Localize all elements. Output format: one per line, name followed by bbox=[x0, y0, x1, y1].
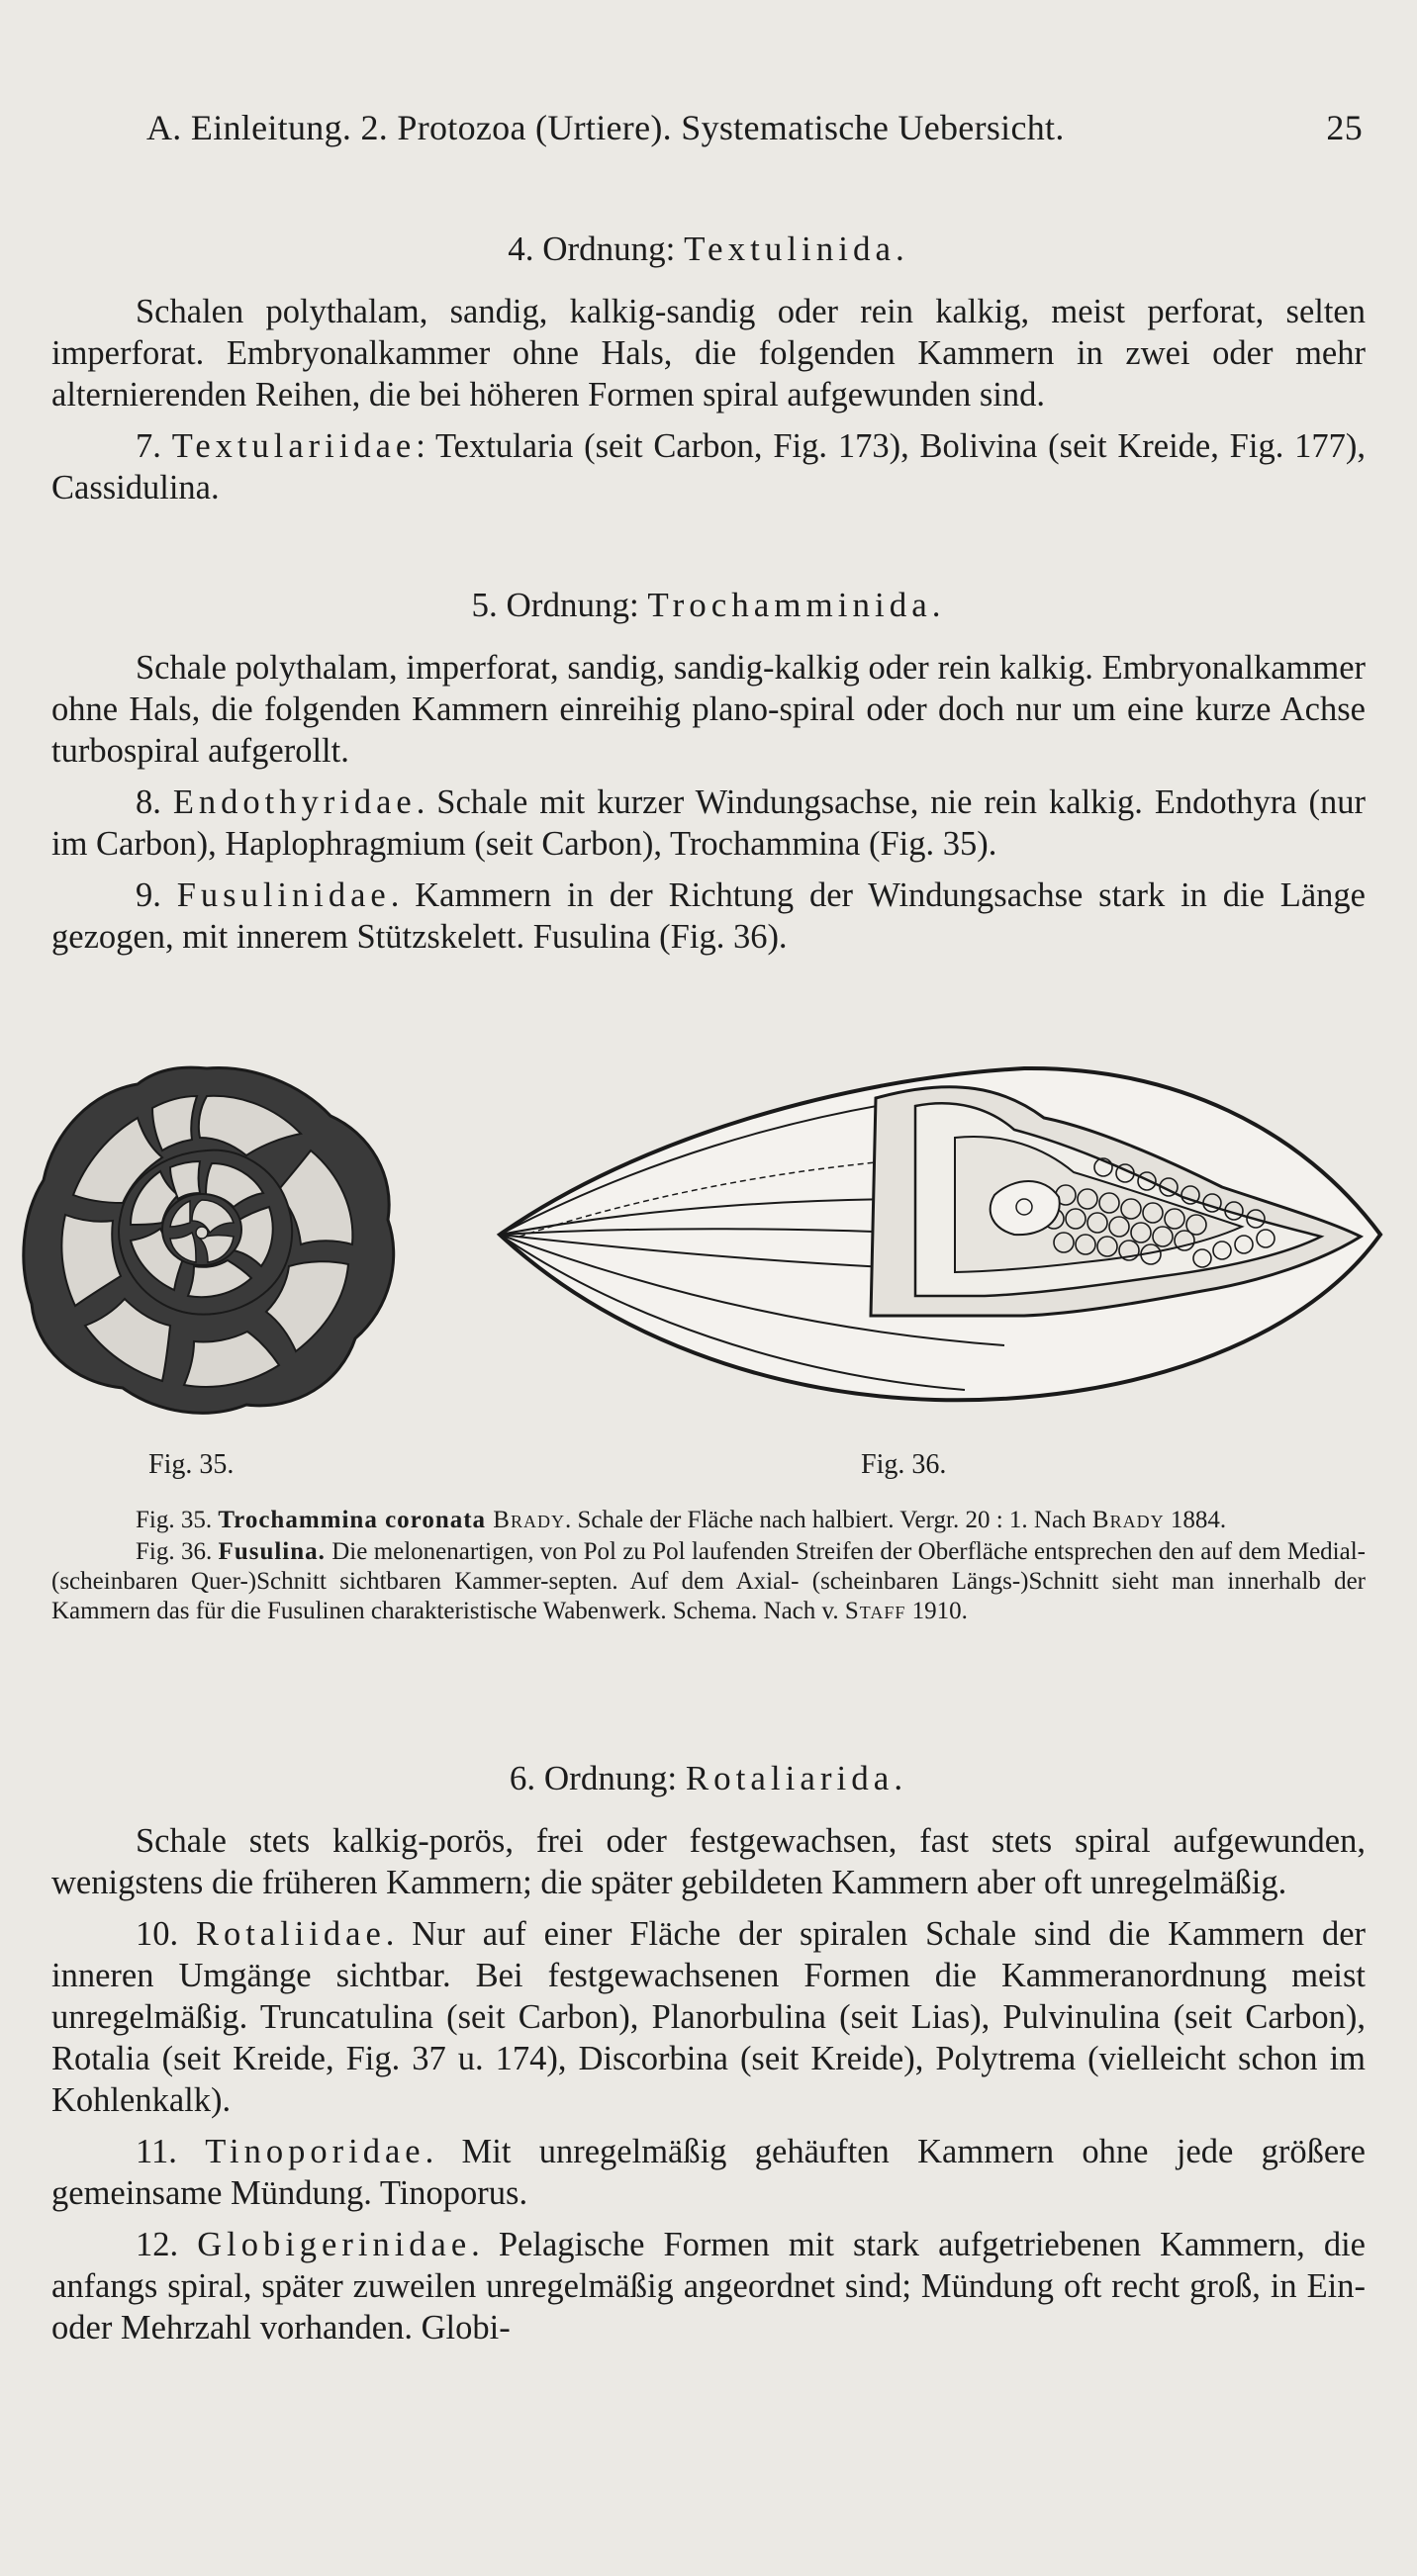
page-number: 25 bbox=[1326, 108, 1363, 147]
paragraph: Schale stets kalkig-porös, frei oder festgewachsen, fast stets spiral aufgewunden, wenigstens die früheren Kammern; die später gebildeten Kammern aber oft unregelmäßig. bbox=[51, 1822, 1366, 1901]
family-paragraph: 10. Rotaliidae. Nur auf einer Fläche der spiralen Schale sind die Kammern der inneren Umgänge sichtbar. Bei festgewachsenen Formen die Kammeranordnung meist unregelmäßig. Truncatulina (seit Carbon), Planorbulina (seit Lias), Pulvinulina (seit Carbon), Rotalia (seit Kreide, Fig. 37 u. 174), Discorbina (seit Kreide), Polytrema (vielleicht schon im Kohlenkalk). bbox=[51, 1915, 1367, 2119]
family-paragraph: 7. Textulariidae: Textularia (seit Carbon, Fig. 173), Bolivina (seit Kreide, Fig. 177), Cassidulina. bbox=[51, 427, 1367, 506]
figure-captions bbox=[51, 1506, 1366, 1626]
section-heading: 5. Ordnung: Trochamminida. bbox=[471, 586, 946, 624]
family-name: Endothyridae bbox=[172, 783, 417, 821]
running-header bbox=[146, 107, 1363, 148]
section-order-4 bbox=[51, 230, 1366, 508]
fig35-label: Fig. 35. bbox=[148, 1449, 235, 1480]
family-paragraph: 11. Tinoporidae. Mit unregelmäßig gehäuften Kammern ohne jede größere gemeinsame Mündung. Tinoporus. bbox=[51, 2133, 1366, 2212]
section-heading: 4. Ordnung: Textulinida. bbox=[508, 230, 909, 268]
fig36-caption: Fig. 36. Fusulina. Die melonenartigen, von Pol zu Pol laufenden Streifen der Oberfläche entsprechen den auf dem Medial- (scheinbaren Quer-)Schnitt sichtbaren Kammer-septen. Auf dem Axial- (scheinbaren Längs-)Schnitt sieht man innerhalb der Kammern das für die Fusulinen charakteristische Wabenwerk. Schema. Nach v. Staff 1910. bbox=[51, 1538, 1366, 1624]
fig36-fusulina-illustration bbox=[490, 1049, 1390, 1405]
order-name: Trochamminida. bbox=[647, 586, 946, 624]
figures-area bbox=[0, 1049, 1417, 1480]
order-name: Rotaliarida. bbox=[685, 1759, 908, 1797]
family-paragraph: 12. Globigerinidae. Pelagische Formen mit stark aufgetriebenen Kammern, die anfangs spiral, später zuweilen unregelmäßig angeordnet sind; Mündung oft recht groß, in Ein- oder Mehrzahl vorhanden. Globi- bbox=[51, 2226, 1366, 2346]
family-name: Rotaliidae bbox=[195, 1915, 386, 1953]
order-name: Textulinida. bbox=[684, 230, 909, 268]
family-name: Globigerinidae bbox=[197, 2226, 472, 2263]
paragraph: Schale polythalam, imperforat, sandig, sandig-kalkig oder rein kalkig. Embryonalkammer ohne Hals, die folgenden Kammern einreihig plano-spiral oder doch nur um eine kurze Achse turbospiral aufgerollt. bbox=[51, 649, 1366, 770]
fig36-label: Fig. 36. bbox=[861, 1449, 947, 1480]
section-order-6 bbox=[51, 1759, 1366, 2348]
fig35-caption: Fig. 35. Trochammina coronata Brady. Schale der Fläche nach halbiert. Vergr. 20 : 1. Nach Brady 1884. bbox=[136, 1507, 1227, 1533]
species-name: Trochammina coronata bbox=[218, 1507, 487, 1533]
family-paragraph: 8. Endothyridae. Schale mit kurzer Windungsachse, nie rein kalkig. Endothyra (nur im Carbon), Haplophragmium (seit Carbon), Trochammina (Fig. 35). bbox=[51, 783, 1366, 863]
genus-name: Fusulina. bbox=[218, 1538, 326, 1565]
section-heading: 6. Ordnung: Rotaliarida. bbox=[509, 1759, 908, 1797]
family-paragraph: 9. Fusulinidae. Kammern in der Richtung der Windungsachse stark in die Länge gezogen, mit innerem Stützskelett. Fusulina (Fig. 36). bbox=[51, 876, 1366, 956]
family-name: Textulariidae bbox=[171, 427, 417, 465]
family-name: Tinoporidae bbox=[205, 2133, 425, 2170]
paragraph: Schalen polythalam, sandig, kalkig-sandig oder rein kalkig, meist perforat, selten imperforat. Embryonalkammer ohne Hals, die folgenden Kammern in zwei oder mehr alternierenden Reihen, die bei höheren Formen spiral aufgewunden sind. bbox=[51, 293, 1366, 414]
running-title: A. Einleitung. 2. Protozoa (Urtiere). Systematische Uebersicht. bbox=[146, 108, 1065, 147]
family-name: Fusulinidae bbox=[176, 876, 391, 914]
fig35-trochammina-illustration bbox=[14, 1057, 400, 1423]
section-order-5 bbox=[51, 586, 1366, 958]
